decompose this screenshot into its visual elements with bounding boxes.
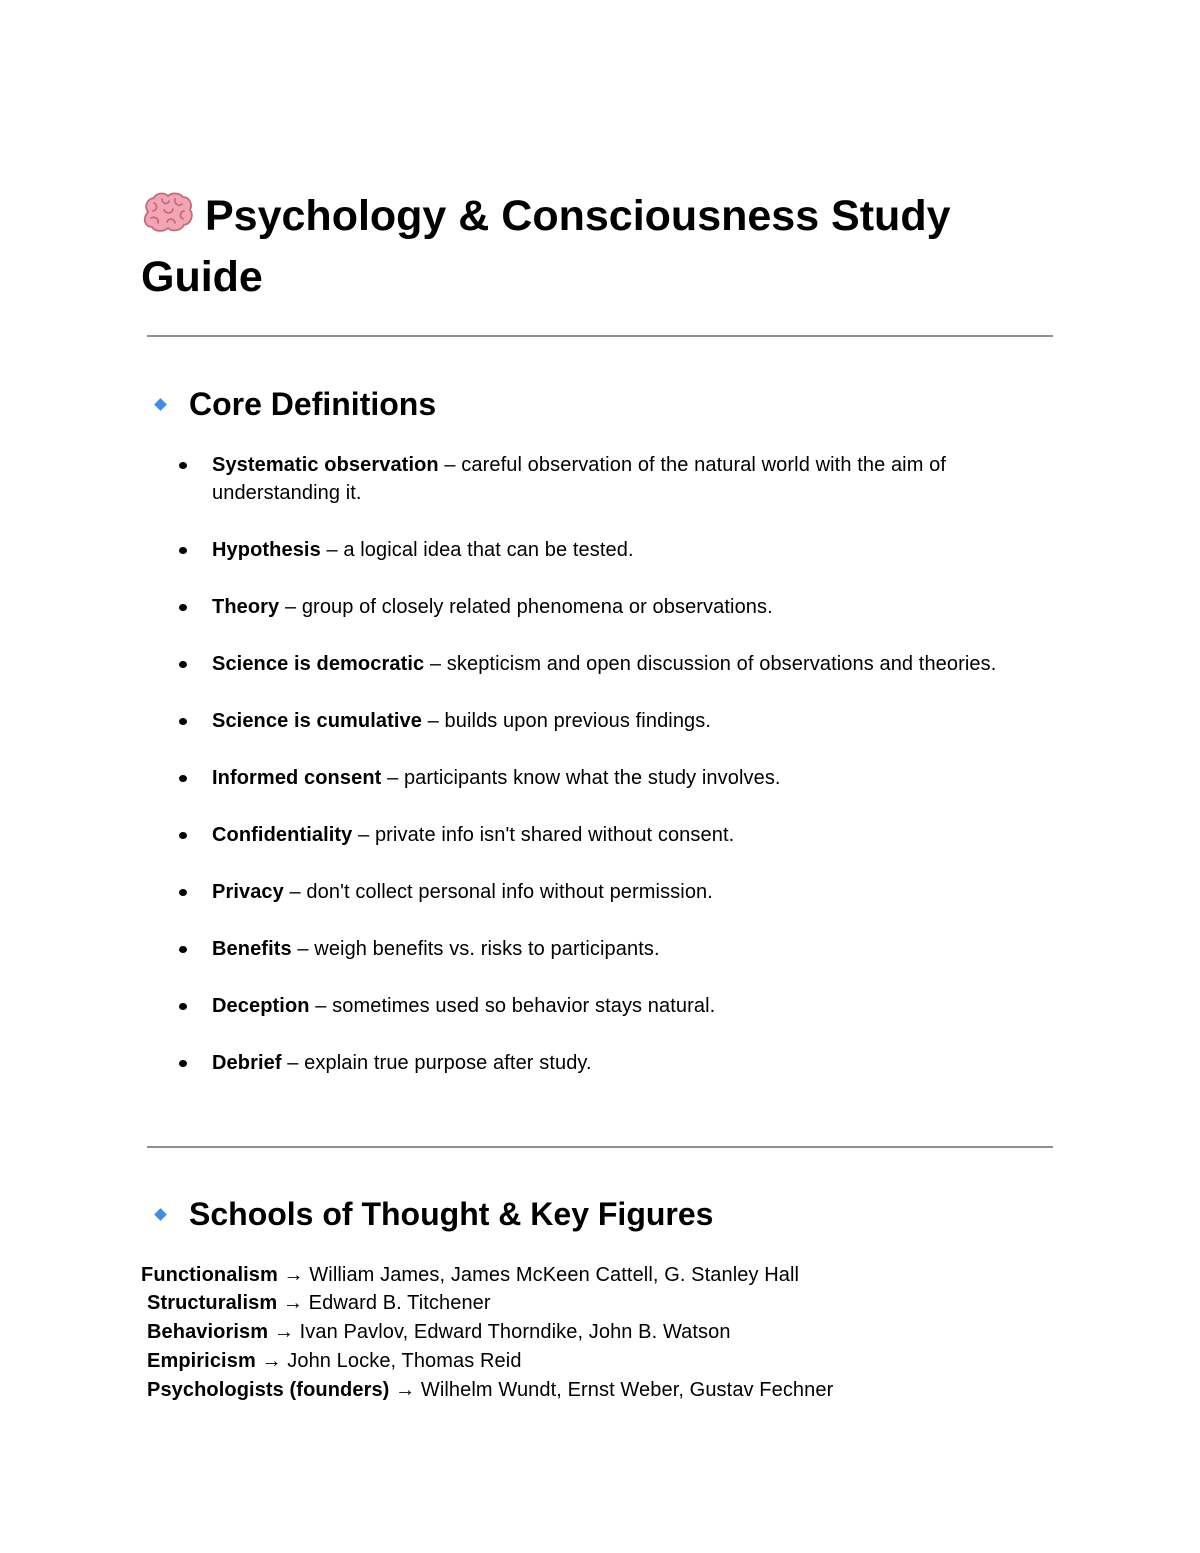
definition-text: – participants know what the study involves. bbox=[387, 767, 781, 789]
section-heading-text: Schools of Thought & Key Figures bbox=[189, 1196, 714, 1232]
definition-term: Theory bbox=[212, 596, 280, 618]
definition-term: Informed consent bbox=[212, 767, 382, 789]
school-name: Empiricism bbox=[147, 1350, 256, 1372]
school-name: Functionalism bbox=[141, 1264, 278, 1286]
definition-text: – weigh benefits vs. risks to participants. bbox=[297, 938, 660, 960]
brain-icon bbox=[141, 192, 193, 232]
definition-text: – a logical idea that can be tested. bbox=[326, 539, 634, 561]
list-item bbox=[212, 536, 1062, 564]
definition-text: – skepticism and open discussion of observations and theories. bbox=[429, 653, 997, 675]
list-item bbox=[212, 707, 1062, 735]
list-item bbox=[212, 821, 1062, 849]
section-heading-text: Core Definitions bbox=[189, 386, 437, 422]
list-item bbox=[212, 650, 1062, 678]
school-figures: → Wilhelm Wundt, Ernst Weber, Gustav Fechner bbox=[395, 1379, 834, 1401]
school-line bbox=[147, 1289, 491, 1317]
definition-text: – sometimes used so behavior stays natural. bbox=[315, 995, 716, 1017]
definition-term: Science is cumulative bbox=[212, 710, 422, 732]
bullet-dot bbox=[179, 775, 187, 782]
school-figures: → Edward B. Titchener bbox=[282, 1292, 491, 1314]
bullet-dot bbox=[179, 946, 187, 953]
school-figures: → William James, James McKeen Cattell, G. Stanley Hall bbox=[283, 1264, 800, 1286]
list-item bbox=[212, 451, 1062, 507]
bullet-dot bbox=[179, 832, 187, 839]
definition-term: Hypothesis bbox=[212, 539, 321, 561]
school-figures: → Ivan Pavlov, Edward Thorndike, John B. Watson bbox=[273, 1321, 731, 1343]
definition-term: Benefits bbox=[212, 938, 292, 960]
definition-text: – explain true purpose after study. bbox=[287, 1052, 592, 1074]
definition-text: – don't collect personal info without permission. bbox=[289, 881, 713, 903]
horizontal-rule bbox=[147, 1146, 1053, 1148]
list-item bbox=[212, 935, 1062, 963]
school-name: Behaviorism bbox=[147, 1321, 269, 1343]
school-line bbox=[147, 1376, 833, 1404]
small-blue-diamond-icon bbox=[154, 398, 167, 411]
school-name: Psychologists (founders) bbox=[147, 1379, 390, 1401]
school-line bbox=[147, 1347, 522, 1375]
definition-text: – private info isn't shared without consent. bbox=[358, 824, 735, 846]
school-name: Structuralism bbox=[147, 1292, 278, 1314]
section-heading-schools bbox=[152, 1194, 713, 1234]
bullet-dot bbox=[179, 547, 187, 554]
definition-term: Debrief bbox=[212, 1052, 282, 1074]
school-line bbox=[141, 1261, 799, 1289]
school-line bbox=[147, 1318, 731, 1346]
definition-text: – group of closely related phenomena or observations. bbox=[284, 596, 773, 618]
definition-term: Deception bbox=[212, 995, 310, 1017]
list-item bbox=[212, 992, 1062, 1020]
bullet-dot bbox=[179, 462, 187, 469]
list-item bbox=[212, 878, 1062, 906]
bullet-dot bbox=[179, 604, 187, 611]
list-item bbox=[212, 764, 1062, 792]
bullet-dot bbox=[179, 1060, 187, 1067]
definition-text: – careful observation of the natural world with the aim of understanding it. bbox=[212, 454, 947, 504]
definition-term: Science is democratic bbox=[212, 653, 425, 675]
definition-term: Privacy bbox=[212, 881, 284, 903]
definition-term: Systematic observation bbox=[212, 454, 439, 476]
small-blue-diamond-icon bbox=[154, 1208, 167, 1221]
page-title bbox=[141, 186, 1061, 308]
school-figures: → John Locke, Thomas Reid bbox=[261, 1350, 522, 1372]
section-heading-core-definitions bbox=[152, 384, 436, 424]
list-item bbox=[212, 593, 1062, 621]
bullet-dot bbox=[179, 889, 187, 896]
bullet-dot bbox=[179, 718, 187, 725]
horizontal-rule bbox=[147, 335, 1053, 337]
page-title-text: Psychology & Consciousness Study Guide bbox=[141, 192, 951, 301]
list-item bbox=[212, 1049, 1062, 1077]
bullet-dot bbox=[179, 1003, 187, 1010]
definition-term: Confidentiality bbox=[212, 824, 353, 846]
bullet-dot bbox=[179, 661, 187, 668]
definition-text: – builds upon previous findings. bbox=[427, 710, 712, 732]
